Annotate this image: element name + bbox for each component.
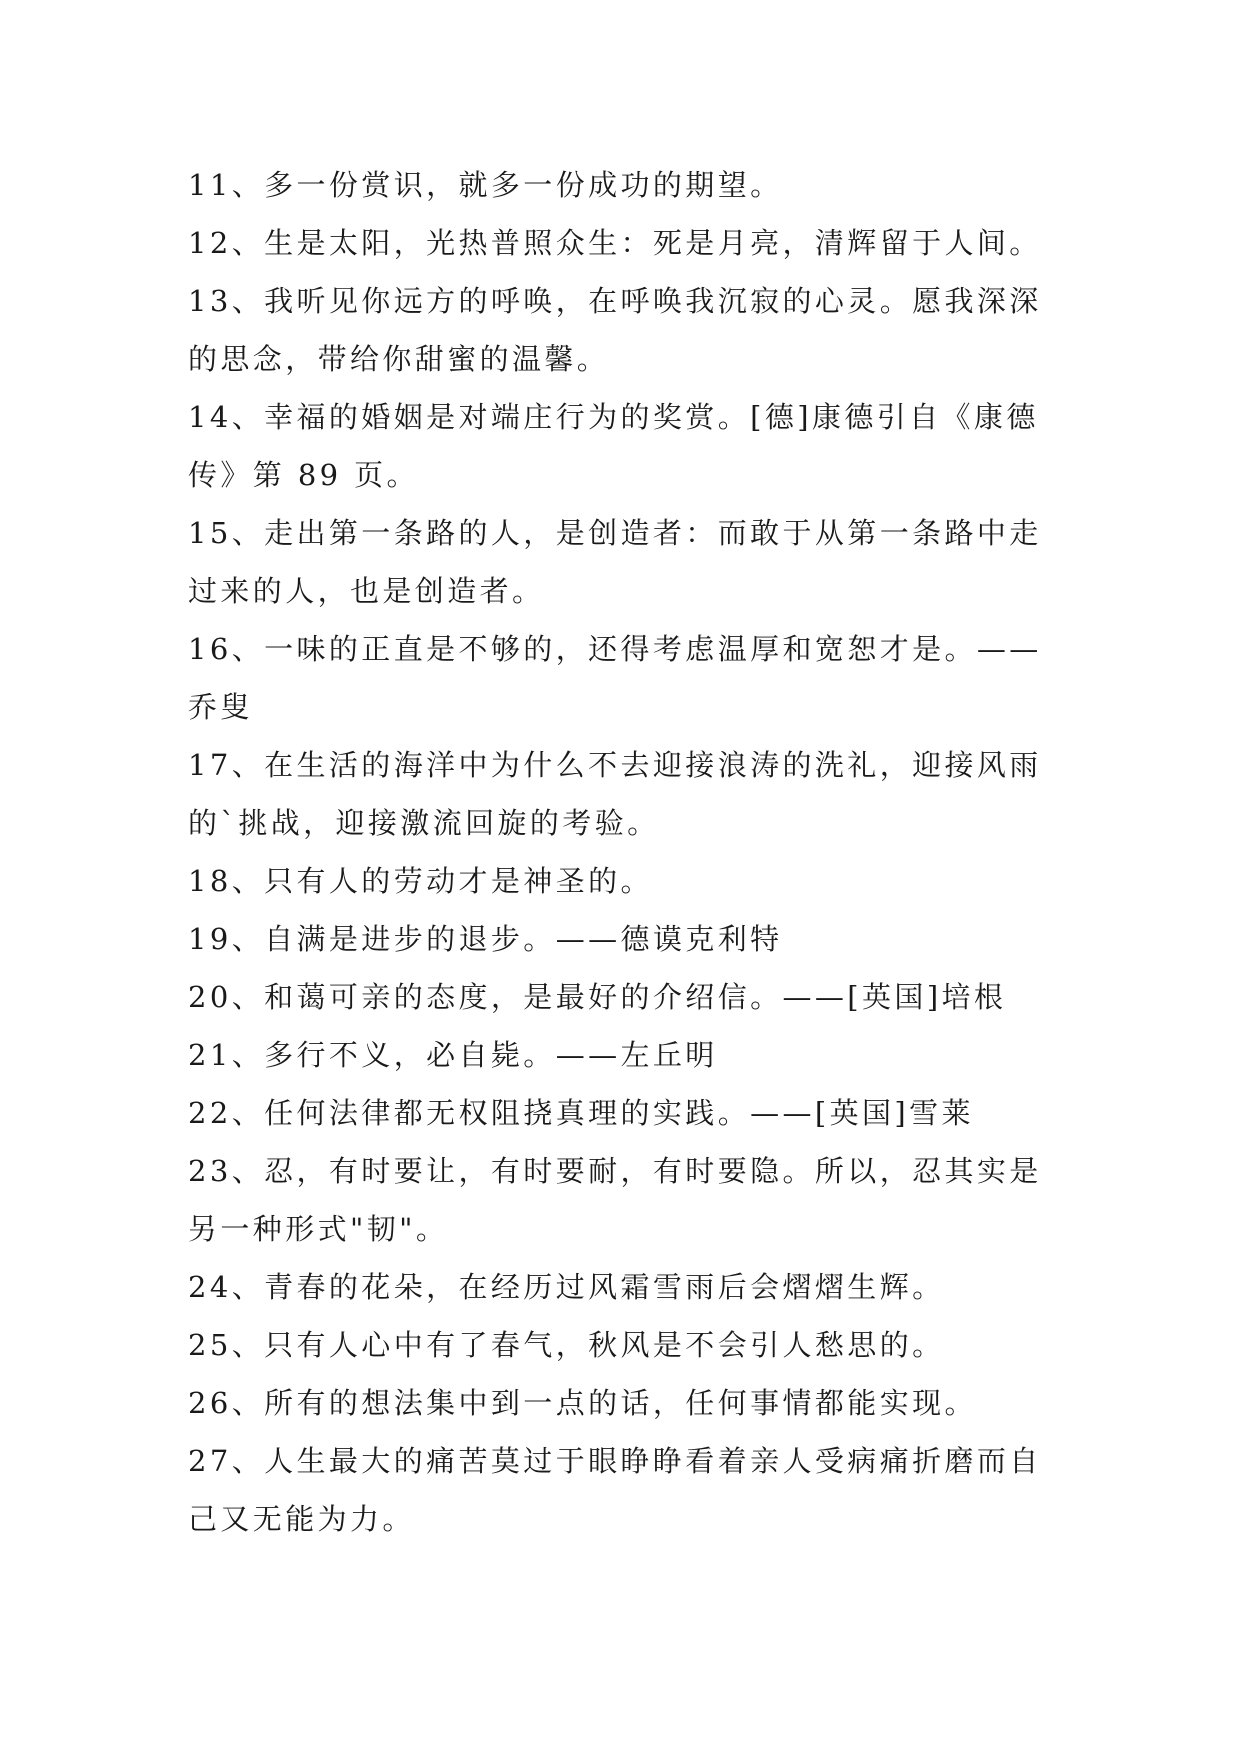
text-line: 23、忍，有时要让，有时要耐，有时要隐。所以，忍其实是 bbox=[188, 1154, 1042, 1188]
text-line: 11、多一份赏识，就多一份成功的期望。 bbox=[188, 168, 783, 202]
text-line: 己又无能为力。 bbox=[188, 1502, 415, 1536]
text-line: 16、一味的正直是不够的，还得考虑温厚和宽恕才是。—— bbox=[188, 632, 1042, 666]
document-page bbox=[188, 156, 1088, 1548]
text-line: 过来的人，也是创造者。 bbox=[188, 574, 545, 608]
text-line: 的思念，带给你甜蜜的温馨。 bbox=[188, 342, 610, 376]
text-line: 27、人生最大的痛苦莫过于眼睁睁看着亲人受病痛折磨而自 bbox=[188, 1444, 1042, 1478]
text-line: 25、只有人心中有了春气，秋风是不会引人愁思的。 bbox=[188, 1328, 945, 1362]
text-line: 17、在生活的海洋中为什么不去迎接浪涛的洗礼，迎接风雨 bbox=[188, 748, 1042, 782]
text-line: 26、所有的想法集中到一点的话，任何事情都能实现。 bbox=[188, 1386, 977, 1420]
text-line: 19、自满是进步的退步。——德谟克利特 bbox=[188, 922, 783, 956]
text-line: 20、和蔼可亲的态度，是最好的介绍信。——[英国]培根 bbox=[188, 980, 1007, 1014]
text-line: 13、我听见你远方的呼唤，在呼唤我沉寂的心灵。愿我深深 bbox=[188, 284, 1042, 318]
text-line: 乔叟 bbox=[188, 690, 253, 724]
text-line: 12、生是太阳，光热普照众生：死是月亮，清辉留于人间。 bbox=[188, 226, 1042, 260]
text-line: 传》第 89 页。 bbox=[188, 458, 419, 492]
text-line: 另一种形式"韧"。 bbox=[188, 1212, 449, 1246]
text-line: 15、走出第一条路的人，是创造者：而敢于从第一条路中走 bbox=[188, 516, 1042, 550]
text-line: 24、青春的花朵，在经历过风霜雪雨后会熠熠生辉。 bbox=[188, 1270, 945, 1304]
text-line: 18、只有人的劳动才是神圣的。 bbox=[188, 864, 653, 898]
text-line: 的`挑战，迎接激流回旋的考验。 bbox=[188, 806, 660, 840]
text-line: 14、幸福的婚姻是对端庄行为的奖赏。[德]康德引自《康德 bbox=[188, 400, 1039, 434]
text-line: 22、任何法律都无权阻挠真理的实践。——[英国]雪莱 bbox=[188, 1096, 974, 1130]
text-line: 21、多行不义，必自毙。——左丘明 bbox=[188, 1038, 718, 1072]
